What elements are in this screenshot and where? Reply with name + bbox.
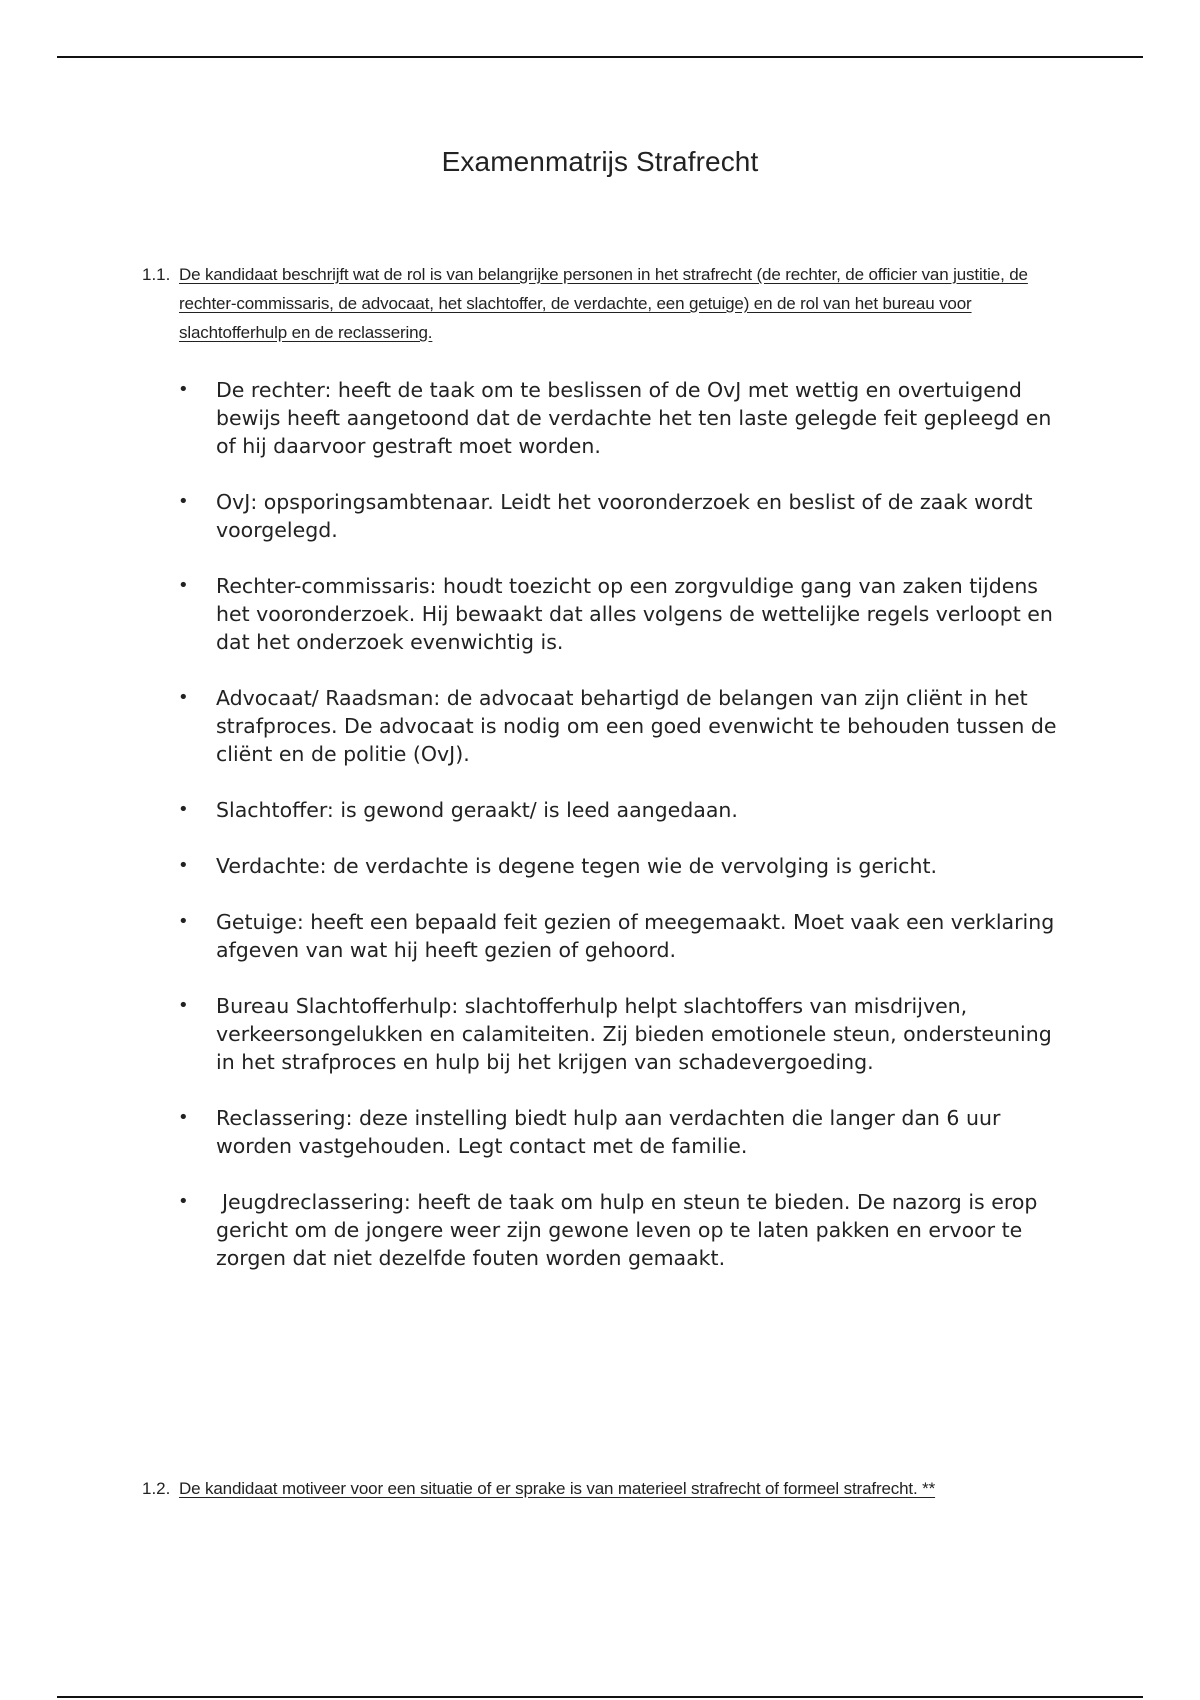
- list-item: [0, 908, 1200, 964]
- list-item: [0, 852, 1200, 880]
- bullet-icon: •: [178, 911, 189, 932]
- list-item: [0, 488, 1200, 544]
- section-number: 1.2.: [142, 1479, 171, 1498]
- list-item-text: Advocaat/ Raadsman: de advocaat behartigd de belangen van zijn cliënt in het strafproces. De advocaat is nodig om een goed evenwicht te behouden tussen de cliënt en de politie (OvJ).: [216, 686, 1057, 766]
- bullet-icon: •: [178, 1107, 189, 1128]
- list-item-text: OvJ: opsporingsambtenaar. Leidt het vooronderzoek en beslist of de zaak wordt voorgelegd.: [216, 490, 1033, 542]
- list-item: [0, 1104, 1200, 1160]
- header-rule: [57, 56, 1143, 58]
- footer-rule: [57, 1696, 1143, 1698]
- bullet-icon: •: [178, 995, 189, 1016]
- bullet-icon: •: [178, 855, 189, 876]
- section-heading-1-1: [142, 260, 1042, 347]
- document-title: Examenmatrijs Strafrecht: [441, 146, 759, 177]
- list-item-text: Bureau Slachtofferhulp: slachtofferhulp helpt slachtoffers van misdrijven, verkeersongelukken en calamiteiten. Zij bieden emotionele steun, ondersteuning in het strafproces en hulp bij het krijgen van schadevergoeding.: [216, 994, 1052, 1074]
- list-item-text: Rechter-commissaris: houdt toezicht op een zorgvuldige gang van zaken tijdens het vooronderzoek. Hij bewaakt dat alles volgens de wettelijke regels verloopt en dat het onderzoek evenwichtig is.: [216, 574, 1053, 654]
- bullet-icon: •: [178, 1191, 189, 1212]
- bullet-icon: •: [178, 491, 189, 512]
- section-heading-text: De kandidaat motiveer voor een situatie of er sprake is van materieel strafrecht of formeel strafrecht. **: [179, 1479, 936, 1498]
- list-item: [0, 376, 1200, 460]
- bullet-icon: •: [178, 575, 189, 596]
- list-item-text: Jeugdreclassering: heeft de taak om hulp en steun te bieden. De nazorg is erop gericht om de jongere weer zijn gewone leven op te laten pakken en ervoor te zorgen dat niet dezelfde fouten worden gemaakt.: [216, 1190, 1038, 1270]
- list-item-text: Slachtoffer: is gewond geraakt/ is leed aangedaan.: [216, 798, 738, 822]
- list-item-text: Verdachte: de verdachte is degene tegen wie de vervolging is gericht.: [216, 854, 937, 878]
- bullet-icon: •: [178, 379, 189, 400]
- section-heading-1-2: [142, 1474, 1042, 1503]
- list-item-text: Getuige: heeft een bepaald feit gezien of meegemaakt. Moet vaak een verklaring afgeven van wat hij heeft gezien of gehoord.: [216, 910, 1055, 962]
- section-heading-text: De kandidaat beschrijft wat de rol is van belangrijke personen in het strafrecht (de rechter, de officier van justitie, de rechter-commissaris, de advocaat, het slachtoffer, de verdachte, een getuige) en de rol van het bureau voor slachtofferhulp en de reclassering.: [179, 265, 1028, 342]
- list-item: [0, 684, 1200, 768]
- list-item-text: De rechter: heeft de taak om te beslissen of de OvJ met wettig en overtuigend bewijs heeft aangetoond dat de verdachte het ten laste gelegde feit gepleegd en of hij daarvoor gestraft moet worden.: [216, 378, 1052, 458]
- role-list: [0, 376, 1200, 1300]
- section-number: 1.1.: [142, 265, 171, 284]
- bullet-icon: •: [178, 687, 189, 708]
- list-item: [0, 992, 1200, 1076]
- bullet-icon: •: [178, 799, 189, 820]
- list-item: [0, 796, 1200, 824]
- list-item-text: Reclassering: deze instelling biedt hulp aan verdachten die langer dan 6 uur worden vastgehouden. Legt contact met de familie.: [216, 1106, 1001, 1158]
- list-item: [0, 572, 1200, 656]
- list-item: [0, 1188, 1200, 1272]
